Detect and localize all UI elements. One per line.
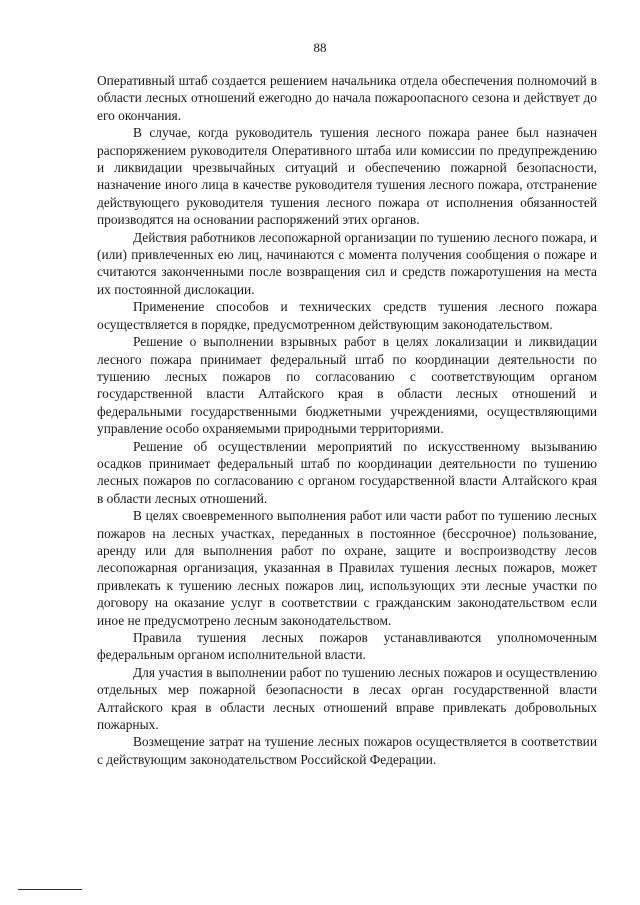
paragraph-blasting-decision: Решение о выполнении взрывных работ в целях локализации и ликвидации лесного пожара принимает федеральный штаб по координации деятельности по тушению лесных пожаров по согласованию с соответствующим органом государственной власти Алтайского края в области лесных отношений и федеральными государственными бюджетными учреждениями, осуществляющими управление особо охраняемыми природными территориями. (97, 334, 597, 437)
paragraph-worker-actions: Действия работников лесопожарной организации по тушению лесного пожара, и (или) привлеченных ею лиц, начинаются с момента получения сообщения о пожаре и считаются законченными после возвращения сил и средств пожаротушения на места их постоянной дислокации. (97, 229, 597, 297)
paragraph-timely-works: В целях своевременного выполнения работ или части работ по тушению лесных пожаров на лесных участках, переданных в постоянное (бессрочное) пользование, аренду или для выполнения работ по охране, защите и воспроизводству лесов лесопожарная организация, указанная в Правилах тушения лесных пожаров, может привлекать к тушению лесных пожаров лиц, использующих эти лесные участки по договору на оказание услуг в соответствии с гражданским законодательством если иное не предусмотрено лесным законодательством. (97, 508, 597, 628)
body-text (97, 72, 597, 768)
paragraph-cost-reimbursement: Возмещение затрат на тушение лесных пожаров осуществляется в соответствии с действующим законодательством Российской Федерации. (97, 734, 597, 767)
footer-rule (18, 889, 82, 890)
paragraph-rules: Правила тушения лесных пожаров устанавливаются уполномоченным федеральным органом исполнительной власти. (97, 630, 597, 663)
paragraph-operational-staff: Оперативный штаб создается решением начальника отдела обеспечения полномочий в области лесных отношений ежегодно до начала пожароопасного сезона и действует до его окончания. (97, 73, 597, 123)
paragraph-methods-application: Применение способов и технических средств тушения лесного пожара осуществляется в порядке, предусмотренном действующим законодательством. (97, 299, 597, 332)
page-number: 88 (313, 40, 327, 55)
paragraph-volunteers: Для участия в выполнении работ по тушению лесных пожаров и осуществлению отдельных мер пожарной безопасности в лесах орган государственной власти Алтайского края в области лесных отношений вправе привлекать добровольных пожарных. (97, 664, 597, 733)
paragraph-precipitation-decision: Решение об осуществлении мероприятий по искусственному вызыванию осадков принимает федеральный штаб по координации деятельности по тушению лесных пожаров по согласованию с органом государственной власти Алтайского края в области лесных отношений. (97, 438, 597, 506)
paragraph-fire-manager-appointment: В случае, когда руководитель тушения лесного пожара ранее был назначен распоряжением руководителя Оперативного штаба или комиссии по предупреждению и ликвидации чрезвычайных ситуаций и обеспечению пожарной безопасности, назначение иного лица в качестве руководителя тушения лесного пожара, отстранение действующего руководителя тушения лесного пожара от исполнения обязанностей производятся на основании распоряжений этих органов. (97, 125, 597, 228)
